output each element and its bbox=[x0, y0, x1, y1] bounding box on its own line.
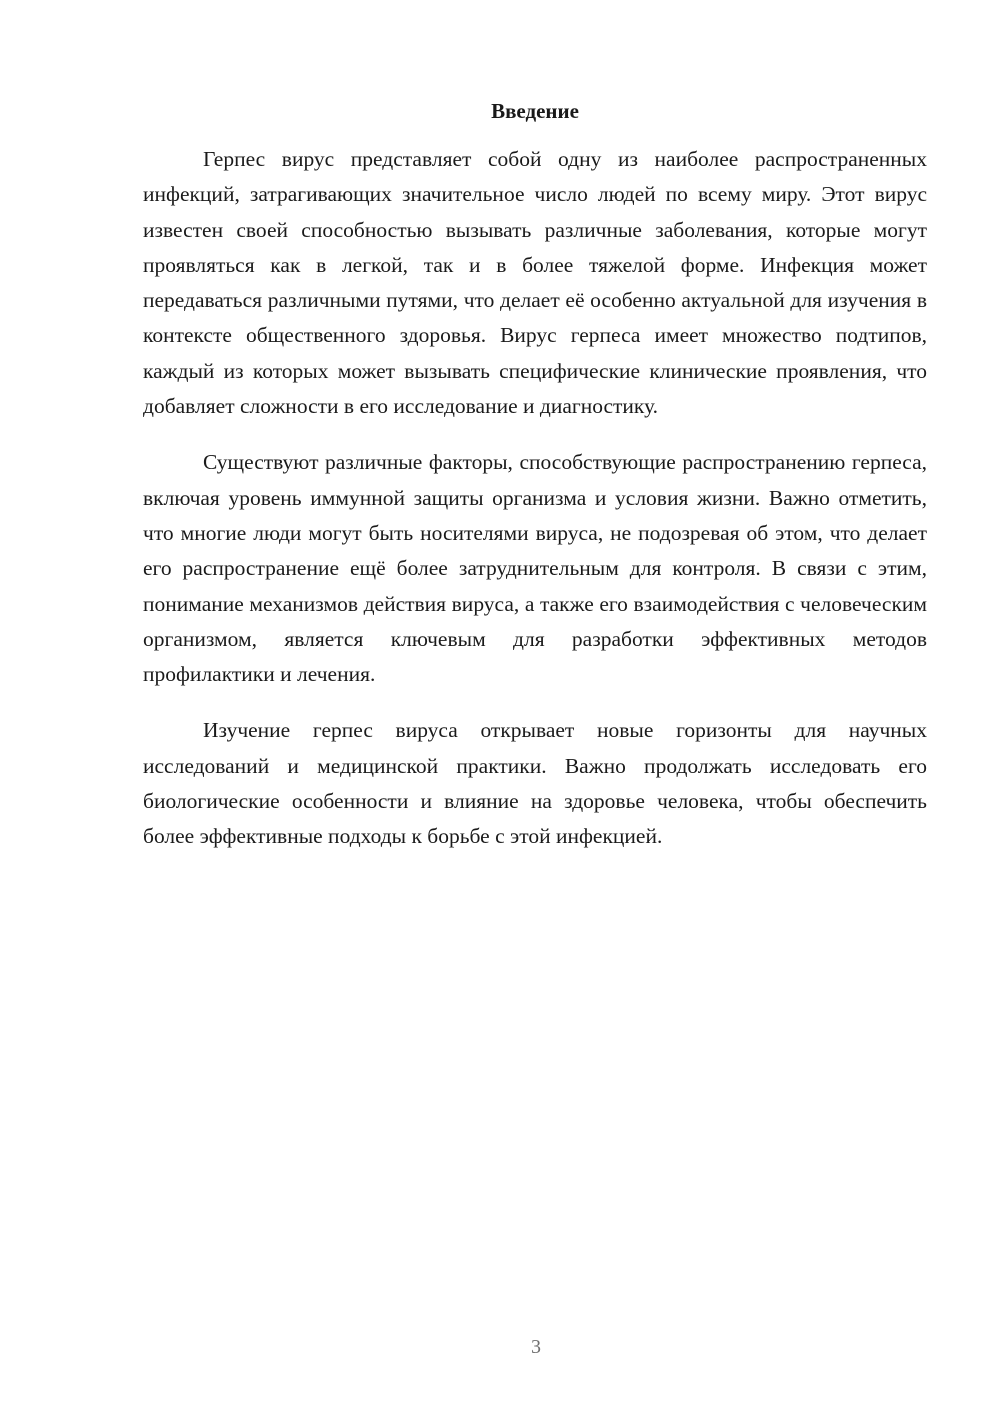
page-number: 3 bbox=[531, 1336, 541, 1358]
paragraph-3: Изучение герпес вируса открывает новые горизонты для научных исследований и медицинской практики. Важно продолжать исследовать его биологические особенности и влияние на здоровье человека, чтобы обеспечить более эффективные подходы к борьбе с этой инфекцией. bbox=[143, 718, 927, 849]
paragraph-2: Существуют различные факторы, способствующие распространению герпеса, включая уровень иммунной защиты организма и условия жизни. Важно отметить, что многие люди могут быть носителями вируса, не подозревая об этом, что делает его распространение ещё более затруднительным для контроля. В связи с этим, понимание механизмов действия вируса, а также его взаимодействия с человеческим организмом, является ключевым для разработки эффективных методов профилактики и лечения. bbox=[143, 450, 927, 687]
paragraph-1: Герпес вирус представляет собой одну из наиболее распространенных инфекций, затрагивающих значительное число людей по всему миру. Этот вирус известен своей способностью вызывать различные заболевания, которые могут проявляться как в легкой, так и в более тяжелой форме. Инфекция может передаваться различными путями, что делает её особенно актуальной для изучения в контексте общественного здоровья. Вирус герпеса имеет множество подтипов, каждый из которых может вызывать специфические клинические проявления, что добавляет сложности в его исследование и диагностику. bbox=[143, 147, 927, 419]
section-heading: Введение bbox=[491, 99, 579, 123]
body-text bbox=[143, 142, 927, 876]
